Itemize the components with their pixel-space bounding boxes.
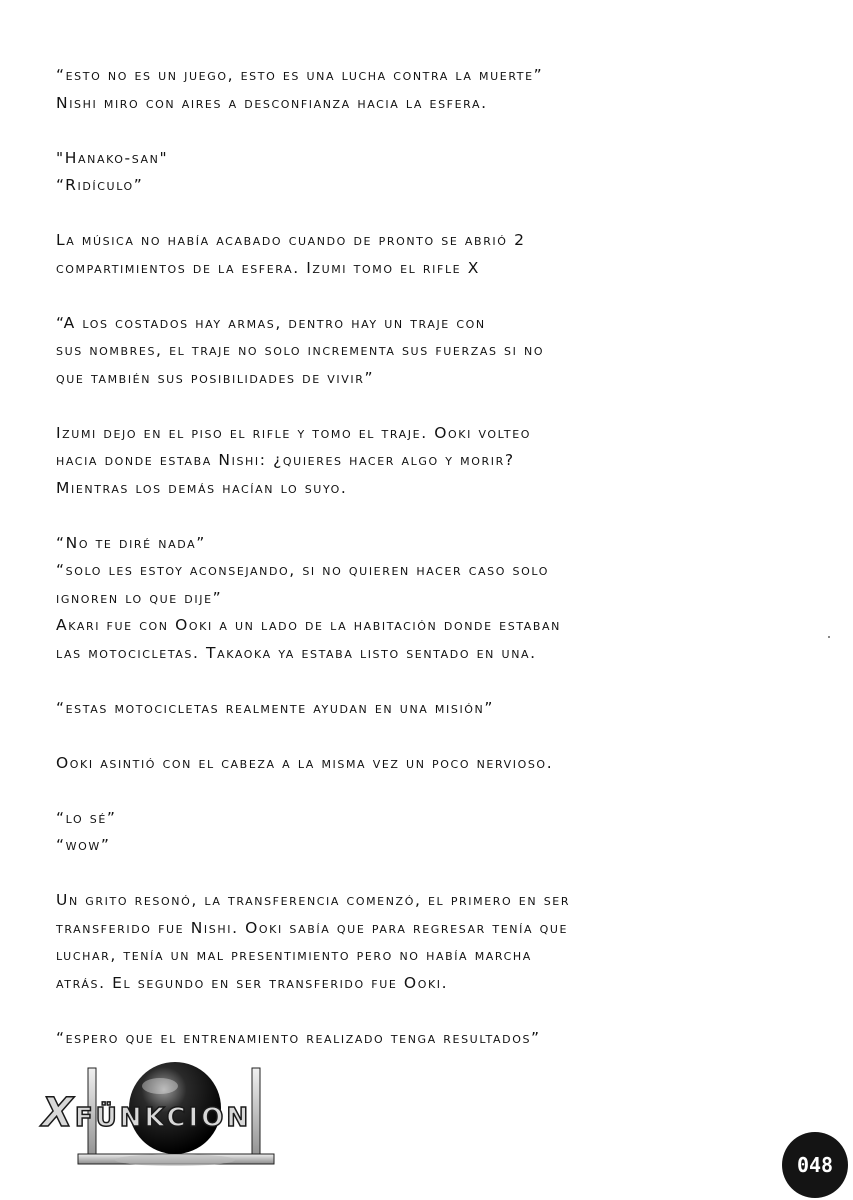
scan-speck xyxy=(828,636,830,638)
text-line: “estas motocicletas realmente ayudan en una misión” xyxy=(56,698,494,717)
logo-wordmark xyxy=(42,1090,251,1136)
paragraph-gap xyxy=(56,117,836,145)
text-line: Un grito resonó, la transferencia comenzó, el primero en ser xyxy=(56,891,571,909)
text-line: La música no había acabado cuando de pronto se abrió 2 xyxy=(56,231,526,249)
paragraph-gap xyxy=(56,722,836,750)
text-line: “wow” xyxy=(56,836,111,854)
paragraph-gap xyxy=(56,997,836,1025)
text-line: “A los costados hay armas, dentro hay un traje con xyxy=(56,313,486,332)
text-line: las motocicletas. Takaoka ya estaba listo sentado en una. xyxy=(56,643,537,662)
paragraph-gap xyxy=(56,860,836,888)
text-line: ignoren lo que dije” xyxy=(56,588,223,607)
text-line: “esto no es un juego, esto es una lucha contra la muerte” xyxy=(56,66,544,84)
paragraph-gap xyxy=(56,667,836,695)
text-line: Ooki asintió con el cabeza a la misma vez un poco nervioso. xyxy=(56,753,554,772)
paragraph-gap xyxy=(56,777,836,805)
paragraph-gap xyxy=(56,502,836,530)
text-line: Mientras los demás hacían lo suyo. xyxy=(56,478,348,497)
page-number-badge xyxy=(782,1132,848,1198)
text-line: luchar, tenía un mal presentimiento pero no había marcha xyxy=(56,946,532,964)
text-line: “lo sé” xyxy=(56,808,117,827)
text-line: que también sus posibilidades de vivir” xyxy=(56,368,375,387)
text-line: compartimientos de la esfera. Izumi tomo el rifle X xyxy=(56,258,480,277)
paragraph-gap xyxy=(56,392,836,420)
text-line: hacia donde estaba Nishi: ¿quieres hacer algo y morir? xyxy=(56,451,515,469)
page-number: 048 xyxy=(796,1153,834,1177)
text-line: atrás. El segundo en ser transferido fue Ooki. xyxy=(56,973,449,992)
text-line: “Ridículo” xyxy=(56,176,144,194)
logo-wordmark-rest: FÜNKCION xyxy=(74,1103,252,1133)
text-line: transferido fue Nishi. Ooki sabía que para regresar tenía que xyxy=(56,918,569,937)
paragraph-gap xyxy=(56,282,836,310)
paragraph-gap xyxy=(56,200,836,228)
text-line: Izumi dejo en el piso el rifle y tomo el traje. Ooki volteo xyxy=(56,423,532,442)
publisher-logo xyxy=(30,1050,320,1180)
logo-wordmark-x: X xyxy=(42,1090,75,1136)
story-text xyxy=(56,62,836,1052)
text-line: "Hanako-san" xyxy=(56,148,169,167)
text-line: “No te diré nada” xyxy=(56,533,206,552)
text-line: Akari fue con Ooki a un lado de la habitación donde estaban xyxy=(56,616,562,634)
text-line: “solo les estoy aconsejando, si no quieren hacer caso solo xyxy=(56,561,549,579)
text-line: sus nombres, el traje no solo incrementa sus fuerzas si no xyxy=(56,341,545,359)
text-line: Nishi miro con aires a desconfianza hacia la esfera. xyxy=(56,93,488,112)
text-line: “espero que el entrenamiento realizado tenga resultados” xyxy=(56,1028,541,1047)
